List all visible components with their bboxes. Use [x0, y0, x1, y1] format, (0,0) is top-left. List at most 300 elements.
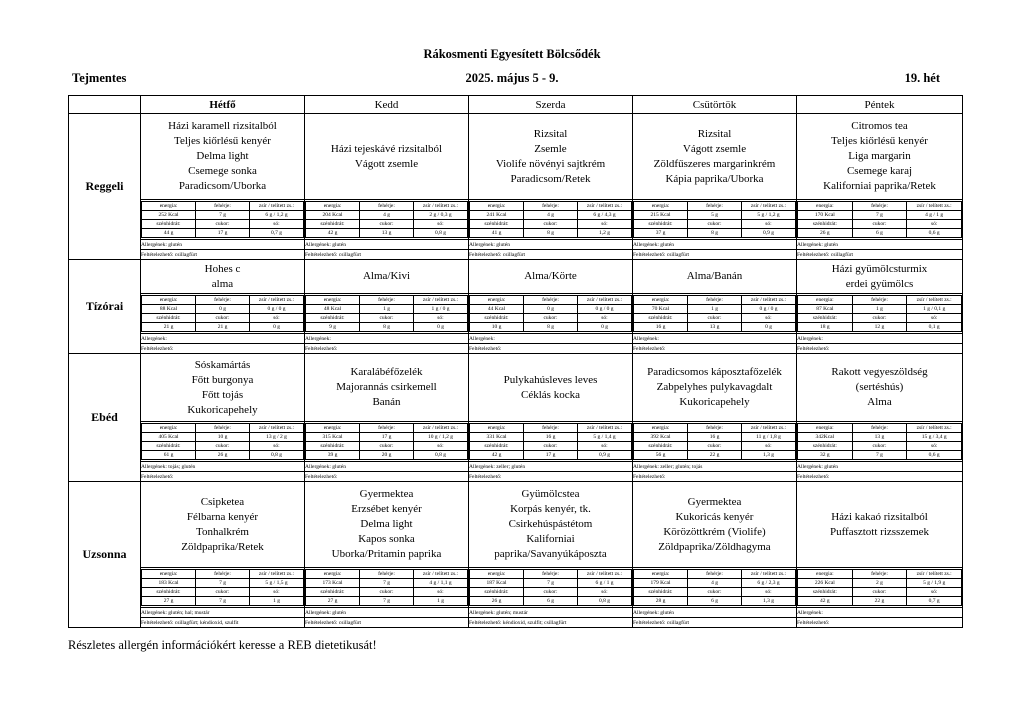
salt-value: 0 g: [250, 323, 304, 332]
menu-body: [69, 114, 963, 628]
protein-value: 0 g: [196, 305, 250, 314]
carb-value: 28 g: [634, 597, 688, 606]
protein-label: fehérje:: [524, 424, 578, 433]
allergen-text: Allergének: glutén; mustár: [469, 608, 633, 618]
fat-label: zsír / telített zs.:: [742, 202, 796, 211]
nutrition-row: [69, 422, 963, 462]
nutrition-table: [141, 569, 304, 606]
nutrition-cell: [305, 568, 469, 608]
nutrition-table: [797, 295, 962, 332]
nutrition-cell: [305, 422, 469, 462]
salt-value: 0,1 g: [907, 323, 962, 332]
sugar-value: 8 g: [360, 323, 414, 332]
allergen-row: [69, 240, 963, 250]
carb-label: szénhidrát:: [142, 442, 196, 451]
menu-item: Zsemle: [534, 142, 567, 155]
possible-allergen-text: Feltételezhető: csillagfürt: [469, 250, 633, 260]
menu-item: Rakott vegyeszöldség: [831, 366, 928, 378]
menu-item: Házi tejeskávé rizsitalból: [330, 142, 443, 155]
nutrition-cell: [797, 294, 963, 334]
menu-item: Zöldpaprika/Zöldhagyma: [658, 540, 771, 553]
carb-value: 39 g: [306, 451, 360, 460]
menu-item: Házi gyümölcsturmix: [831, 262, 928, 275]
protein-value: 1 g: [360, 305, 414, 314]
fat-value: 10 g / 1,2 g: [414, 433, 468, 442]
salt-value: 0 g: [742, 323, 796, 332]
sugar-label: cukor:: [196, 588, 250, 597]
possible-allergen-text: Feltételezhető: csillagfürt: [141, 250, 305, 260]
nutrition-table: [305, 295, 468, 332]
menu-item: Csemege sonka: [188, 165, 257, 177]
menu-item: Főtt tojás: [201, 388, 244, 401]
sugar-label: cukor:: [360, 220, 414, 229]
menu-item: Teljes kiőrlésű kenyér: [831, 135, 928, 147]
allergen-row: [69, 608, 963, 618]
energy-label: energia:: [634, 202, 688, 211]
nutrition-cell: [797, 568, 963, 608]
salt-label: só:: [907, 314, 962, 323]
allergen-text: Allergének:: [797, 608, 963, 618]
menu-item: erdei gyümölcs: [845, 277, 914, 290]
fat-label: zsír / telített zs.:: [578, 296, 632, 305]
menu-item: Tonhalkrém: [196, 525, 249, 538]
energy-label: energia:: [634, 296, 688, 305]
fat-label: zsír / telített zs.:: [250, 296, 304, 305]
nutrition-cell: [797, 422, 963, 462]
menu-table: [68, 95, 963, 628]
salt-value: 0 g: [414, 323, 468, 332]
allergen-text: Allergének: zeller; glutén: [469, 462, 633, 472]
carb-label: szénhidrát:: [634, 442, 688, 451]
sugar-label: cukor:: [852, 442, 907, 451]
salt-value: 1,2 g: [578, 229, 632, 238]
energy-value: 315 Kcal: [306, 433, 360, 442]
sugar-label: cukor:: [524, 442, 578, 451]
sugar-value: 13 g: [360, 229, 414, 238]
sugar-label: cukor:: [360, 314, 414, 323]
salt-label: só:: [907, 442, 962, 451]
protein-value: 4 g: [688, 579, 742, 588]
menu-item: Majorannás csirkemell: [336, 381, 437, 393]
nutrition-table: [797, 423, 962, 460]
sugar-value: 6 g: [524, 597, 578, 606]
nutrition-cell: [797, 200, 963, 240]
menu-item: paprika/Savanyúkáposzta: [494, 548, 607, 560]
menu-item: Alma/Banán: [686, 270, 743, 282]
allergen-text: Allergének: glutén: [633, 608, 797, 618]
day-header-friday: Péntek: [797, 96, 963, 114]
sugar-value: 8 g: [524, 229, 578, 238]
menu-cell-friday: [797, 354, 963, 422]
menu-cell-monday: [141, 482, 305, 568]
menu-item: Kaliforniai paprika/Retek: [823, 180, 936, 192]
nutrition-table: [633, 569, 796, 606]
nutrition-cell: [633, 568, 797, 608]
carb-value: 56 g: [634, 451, 688, 460]
fat-value: 13 g / 2 g: [250, 433, 304, 442]
carb-value: 44 g: [142, 229, 196, 238]
sugar-value: 22 g: [852, 597, 907, 606]
protein-label: fehérje:: [196, 424, 250, 433]
possible-allergen-text: Feltételezhető:: [141, 472, 305, 482]
salt-label: só:: [907, 588, 962, 597]
salt-value: 0 g: [578, 323, 632, 332]
sugar-label: cukor:: [360, 588, 414, 597]
energy-label: energia:: [142, 202, 196, 211]
sugar-label: cukor:: [852, 220, 907, 229]
fat-label: zsír / telített zs.:: [414, 296, 468, 305]
sugar-label: cukor:: [524, 220, 578, 229]
sugar-value: 12 g: [852, 323, 907, 332]
carb-label: szénhidrát:: [634, 588, 688, 597]
protein-value: 0 g: [524, 305, 578, 314]
menu-item: Erzsébet kenyér: [351, 503, 422, 515]
fat-value: 6 g / 1,2 g: [250, 211, 304, 220]
salt-label: só:: [578, 220, 632, 229]
sugar-label: cukor:: [688, 588, 742, 597]
allergen-text: Allergének: glutén: [797, 240, 963, 250]
nutrition-table: [305, 569, 468, 606]
fat-value: 4 g / 1 g: [907, 211, 962, 220]
salt-value: 0,8 g: [414, 229, 468, 238]
carb-value: 27 g: [306, 597, 360, 606]
salt-value: 0,8 g: [578, 597, 632, 606]
salt-label: só:: [414, 442, 468, 451]
carb-value: 18 g: [798, 323, 853, 332]
possible-allergen-text: Feltételezhető: csillagfürt: [797, 250, 963, 260]
nutrition-cell: [469, 422, 633, 462]
salt-value: 0,9 g: [578, 451, 632, 460]
carb-value: 9 g: [306, 323, 360, 332]
carb-label: szénhidrát:: [798, 442, 853, 451]
sugar-value: 13 g: [688, 323, 742, 332]
fat-label: zsír / telített zs.:: [742, 424, 796, 433]
carb-label: szénhidrát:: [142, 220, 196, 229]
fat-label: zsír / telített zs.:: [907, 202, 962, 211]
salt-value: 1,3 g: [742, 451, 796, 460]
menu-item: Házi kakaó rizsitalból: [831, 510, 928, 523]
sugar-value: 6 g: [688, 597, 742, 606]
energy-value: 179 Kcal: [634, 579, 688, 588]
fat-label: zsír / telített zs.:: [414, 424, 468, 433]
protein-value: 1 g: [852, 305, 907, 314]
document-title: Rákosmenti Egyesített Bölcsődék: [423, 47, 601, 61]
energy-label: energia:: [306, 202, 360, 211]
nutrition-cell: [141, 422, 305, 462]
possible-allergen-row: [69, 344, 963, 354]
sugar-label: cukor:: [688, 314, 742, 323]
meal-name: Tízórai: [69, 260, 141, 354]
sugar-label: cukor:: [688, 220, 742, 229]
menu-item: Kukoricapehely: [187, 403, 258, 416]
week-number: 19. hét: [904, 71, 940, 85]
fat-value: 0 g / 0 g: [578, 305, 632, 314]
salt-label: só:: [414, 220, 468, 229]
salt-label: só:: [250, 588, 304, 597]
menu-cell-friday: [797, 260, 963, 294]
fat-value: 11 g / 1,8 g: [742, 433, 796, 442]
fat-label: zsír / telített zs.:: [742, 296, 796, 305]
menu-cell-monday: [141, 354, 305, 422]
possible-allergen-text: Feltételezhető: kéndioxid, szulfit; csillagfürt: [469, 618, 633, 628]
nutrition-table: [469, 295, 632, 332]
possible-allergen-text: Feltételezhető:: [633, 344, 797, 354]
energy-value: 204 Kcal: [306, 211, 360, 220]
energy-value: 252 Kcal: [142, 211, 196, 220]
carb-label: szénhidrát:: [634, 314, 688, 323]
protein-value: 4 g: [360, 211, 414, 220]
fat-value: 6 g / 1 g: [578, 579, 632, 588]
possible-allergen-text: Feltételezhető: csillagfürt: [633, 618, 797, 628]
fat-label: zsír / telített zs.:: [907, 570, 962, 579]
nutrition-table: [305, 201, 468, 238]
nutrition-cell: [141, 568, 305, 608]
energy-label: energia:: [470, 296, 524, 305]
carb-value: 32 g: [798, 451, 853, 460]
menu-item: Félbarna kenyér: [186, 510, 259, 523]
meal-row-breakfast: [69, 114, 963, 200]
protein-label: fehérje:: [852, 424, 907, 433]
possible-allergen-row: [69, 250, 963, 260]
energy-label: energia:: [306, 570, 360, 579]
menu-item: Alma/Körte: [524, 270, 577, 282]
salt-label: só:: [742, 220, 796, 229]
fat-label: zsír / telített zs.:: [250, 202, 304, 211]
protein-value: 17 g: [360, 433, 414, 442]
menu-item: Rizsital: [697, 127, 732, 140]
carb-value: 61 g: [142, 451, 196, 460]
salt-label: só:: [414, 588, 468, 597]
menu-item: Uborka/Pritamin paprika: [331, 548, 442, 560]
protein-value: 2 g: [852, 579, 907, 588]
day-header-row: [69, 96, 963, 114]
allergen-text: Allergének: glutén: [469, 240, 633, 250]
sugar-value: 8 g: [524, 323, 578, 332]
menu-item: Kukoricapehely: [679, 396, 750, 408]
diet-type-label: Tejmentes: [72, 71, 127, 85]
protein-value: 10 g: [196, 433, 250, 442]
meal-name: Reggeli: [69, 114, 141, 260]
nutrition-table: [305, 423, 468, 460]
meal-name: Ebéd: [69, 354, 141, 482]
menu-cell-tuesday: [305, 114, 469, 200]
protein-label: fehérje:: [360, 202, 414, 211]
energy-value: 87 Kcal: [798, 305, 853, 314]
salt-label: só:: [578, 588, 632, 597]
menu-cell-friday: [797, 114, 963, 200]
possible-allergen-text: Feltételezhető:: [305, 472, 469, 482]
carb-label: szénhidrát:: [306, 588, 360, 597]
nutrition-row: [69, 294, 963, 334]
energy-label: energia:: [142, 424, 196, 433]
salt-label: só:: [742, 588, 796, 597]
carb-label: szénhidrát:: [470, 314, 524, 323]
sugar-value: 7 g: [360, 597, 414, 606]
menu-item: Liga margarin: [848, 150, 911, 162]
nutrition-table: [469, 569, 632, 606]
possible-allergen-text: Feltételezhető: csillagfürt: [305, 618, 469, 628]
possible-allergen-text: Feltételezhető:: [305, 344, 469, 354]
energy-value: 226 Kcal: [798, 579, 853, 588]
possible-allergen-text: Feltételezhető:: [797, 472, 963, 482]
menu-cell-tuesday: [305, 354, 469, 422]
protein-label: fehérje:: [196, 202, 250, 211]
nutrition-table: [633, 295, 796, 332]
protein-value: 1 g: [688, 305, 742, 314]
salt-value: 0,8 g: [414, 451, 468, 460]
fat-label: zsír / telített zs.:: [578, 570, 632, 579]
energy-label: energia:: [470, 424, 524, 433]
allergen-text: Allergének: tojás; glutén: [141, 462, 305, 472]
energy-label: energia:: [798, 570, 853, 579]
protein-value: 4 g: [524, 211, 578, 220]
salt-label: só:: [414, 314, 468, 323]
menu-cell-tuesday: [305, 260, 469, 294]
menu-item: Delma light: [196, 150, 249, 162]
menu-item: Kukoricás kenyér: [675, 510, 754, 523]
allergen-text: Allergének:: [633, 334, 797, 344]
allergen-text: Allergének: glutén: [797, 462, 963, 472]
energy-value: 70 Kcal: [634, 305, 688, 314]
day-header-wednesday: Szerda: [469, 96, 633, 114]
energy-value: 44 Kcal: [470, 305, 524, 314]
sugar-label: cukor:: [196, 220, 250, 229]
fat-value: 5 g / 1,4 g: [578, 433, 632, 442]
carb-label: szénhidrát:: [470, 442, 524, 451]
salt-value: 0,7 g: [907, 597, 962, 606]
energy-label: energia:: [142, 570, 196, 579]
sugar-value: 21 g: [196, 323, 250, 332]
menu-item: (sertéshús): [855, 381, 904, 393]
nutrition-cell: [469, 568, 633, 608]
menu-item: Céklás kocka: [521, 388, 580, 401]
carb-value: 27 g: [142, 597, 196, 606]
menu-cell-thursday: [633, 482, 797, 568]
protein-value: 7 g: [852, 211, 907, 220]
fat-label: zsír / telített zs.:: [907, 424, 962, 433]
menu-item: Csirkehúspástétom: [508, 518, 593, 530]
energy-label: energia:: [306, 424, 360, 433]
menu-item: Zöldpaprika/Retek: [181, 540, 264, 553]
sugar-label: cukor:: [852, 314, 907, 323]
fat-value: 2 g / 0,3 g: [414, 211, 468, 220]
energy-label: energia:: [470, 570, 524, 579]
carb-label: szénhidrát:: [798, 588, 853, 597]
salt-label: só:: [250, 220, 304, 229]
energy-value: 183 Kcal: [142, 579, 196, 588]
menu-item: Banán: [372, 396, 401, 408]
sugar-label: cukor:: [524, 588, 578, 597]
possible-allergen-text: Feltételezhető:: [797, 344, 963, 354]
nutrition-cell: [469, 200, 633, 240]
menu-item: Paradicsomos káposztafőzelék: [647, 366, 782, 378]
allergen-text: Allergének:: [797, 334, 963, 344]
carb-value: 37 g: [634, 229, 688, 238]
menu-item: Gyümölcstea: [521, 488, 580, 500]
nutrition-cell: [141, 200, 305, 240]
nutrition-cell: [633, 422, 797, 462]
fat-label: zsír / telített zs.:: [250, 570, 304, 579]
energy-value: 48 Kcal: [306, 305, 360, 314]
fat-value: 5 g / 1,5 g: [250, 579, 304, 588]
menu-item: Körözöttkrém (Violife): [663, 525, 766, 538]
protein-label: fehérje:: [524, 296, 578, 305]
nutrition-table: [633, 201, 796, 238]
sugar-label: cukor:: [524, 314, 578, 323]
protein-label: fehérje:: [852, 202, 907, 211]
energy-value: 170 Kcal: [798, 211, 853, 220]
salt-label: só:: [250, 442, 304, 451]
sugar-label: cukor:: [852, 588, 907, 597]
energy-value: 405 Kcal: [142, 433, 196, 442]
nutrition-table: [141, 201, 304, 238]
carb-label: szénhidrát:: [142, 588, 196, 597]
menu-cell-thursday: [633, 260, 797, 294]
carb-value: 26 g: [470, 597, 524, 606]
salt-label: só:: [578, 442, 632, 451]
protein-value: 16 g: [524, 433, 578, 442]
protein-label: fehérje:: [196, 570, 250, 579]
menu-item: Paradicsom/Uborka: [178, 180, 267, 192]
allergen-text: Allergének:: [141, 334, 305, 344]
allergen-row: [69, 462, 963, 472]
allergen-text: Allergének: glutén: [305, 240, 469, 250]
protein-label: fehérje:: [852, 570, 907, 579]
salt-label: só:: [250, 314, 304, 323]
possible-allergen-text: Feltételezhető: csillagfürt; kéndioxid, szulfit: [141, 618, 305, 628]
energy-value: 342Kcal: [798, 433, 853, 442]
menu-cell-wednesday: [469, 260, 633, 294]
allergen-text: Allergének: glutén: [633, 240, 797, 250]
menu-item: Házi karamell rizsitalból: [168, 120, 277, 132]
footer-note: Részletes allergén információkért keresse a REB dietetikusát!: [68, 638, 377, 652]
carb-label: szénhidrát:: [798, 220, 853, 229]
carb-value: 16 g: [634, 323, 688, 332]
menu-item: Karalábéfőzelék: [350, 366, 423, 378]
meal-row-afternoon-snack: [69, 482, 963, 568]
carb-label: szénhidrát:: [470, 588, 524, 597]
day-header-monday: Hétfő: [141, 96, 305, 114]
energy-label: energia:: [634, 424, 688, 433]
fat-value: 4 g / 1,1 g: [414, 579, 468, 588]
fat-value: 0 g / 0 g: [250, 305, 304, 314]
salt-label: só:: [578, 314, 632, 323]
energy-value: 88 Kcal: [142, 305, 196, 314]
salt-value: 0,7 g: [250, 229, 304, 238]
salt-label: só:: [742, 314, 796, 323]
menu-item: Pulykahúsleves leves: [503, 373, 598, 386]
fat-label: zsír / telített zs.:: [742, 570, 796, 579]
fat-label: zsír / telített zs.:: [414, 570, 468, 579]
carb-value: 10 g: [470, 323, 524, 332]
allergen-row: [69, 334, 963, 344]
menu-item: Zabpelyhes pulykavagdalt: [656, 381, 773, 393]
possible-allergen-text: Feltételezhető:: [797, 618, 963, 628]
energy-value: 187 Kcal: [470, 579, 524, 588]
nutrition-table: [797, 201, 962, 238]
menu-item: Teljes kiőrlésű kenyér: [174, 135, 271, 147]
energy-label: energia:: [634, 570, 688, 579]
sugar-label: cukor:: [360, 442, 414, 451]
menu-item: Gyermektea: [687, 495, 742, 508]
salt-value: 0,6 g: [907, 229, 962, 238]
meal-row-lunch: [69, 354, 963, 422]
possible-allergen-text: Feltételezhető:: [141, 344, 305, 354]
carb-value: 41 g: [470, 229, 524, 238]
sugar-value: 26 g: [196, 451, 250, 460]
sugar-value: 6 g: [852, 229, 907, 238]
protein-label: fehérje:: [852, 296, 907, 305]
